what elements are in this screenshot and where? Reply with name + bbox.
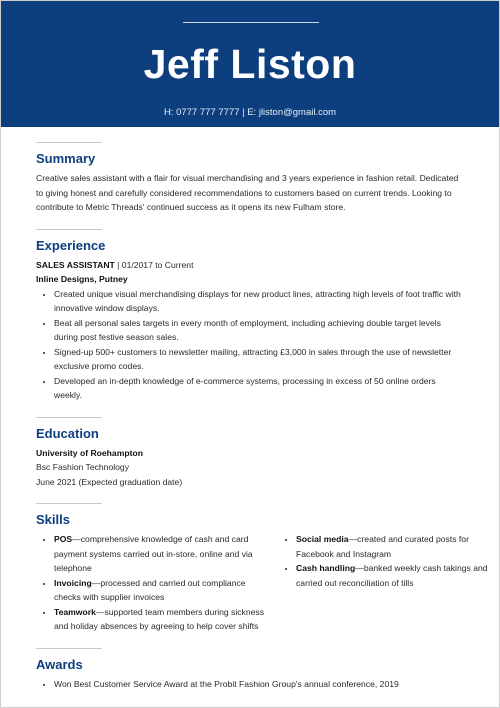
- header-divider: [183, 22, 319, 23]
- awards-section: [36, 648, 466, 692]
- list-item: • Signed-up 500+ customers to newsletter mailing, attracting £3,000 in sales through the use of newsletter exclusive promo codes.: [54, 345, 466, 374]
- resume-header: [1, 1, 499, 127]
- education-degree: Bsc Fashion Technology: [36, 462, 129, 472]
- list-item: [296, 561, 500, 590]
- skills-list-left: [36, 532, 266, 634]
- summary-section: [36, 142, 466, 215]
- list-item: • Developed an in-depth knowledge of e-commerce systems, processing in excess of 50 online orders weekly.: [54, 374, 466, 403]
- skill-name: Cash handling: [296, 563, 356, 573]
- candidate-name: Jeff Liston: [143, 41, 357, 87]
- awards-heading: Awards: [36, 656, 83, 672]
- summary-text: Creative sales assistant with a flair for visual merchandising and 3 years experience in fashion retail. Dedicated to giving honest and carefully considered recommendations to customers based on current trends. Looking to contribute to Metric Threads' continued success as it opens its new Fulham store.: [36, 173, 459, 212]
- contact-info: H: 0777 777 7777 | E: jliston@gmail.com: [163, 107, 337, 118]
- section-divider: [36, 229, 102, 230]
- awards-list: [36, 677, 466, 692]
- experience-section: [36, 229, 466, 403]
- skills-heading: Skills: [36, 512, 70, 527]
- skill-name: Invoicing: [54, 577, 92, 588]
- list-item: [296, 532, 500, 561]
- section-divider: [36, 503, 102, 504]
- job-company: Inline Designs, Putney: [36, 274, 128, 284]
- list-item: • Won Best Customer Service Award at the Probit Fashion Group's annual conference, 2019: [54, 677, 466, 692]
- skill-name: POS: [54, 534, 73, 544]
- education-school: University of Roehampton: [36, 447, 143, 458]
- list-item: [54, 532, 266, 576]
- skill-text: —created and curated posts for Facebook and Instagram: [296, 534, 469, 559]
- skill-text: —banked weekly cash takings and carried out reconciliation of tills: [296, 563, 488, 588]
- list-item: • Created unique visual merchandising displays for new product lines, attracting high levels of foot traffic with innovative window displays.: [54, 287, 466, 316]
- skill-text: —supported team members during sickness and holiday absences by agreeing to help cover shifts: [54, 606, 265, 631]
- experience-bullets: [36, 287, 466, 403]
- section-divider: [36, 417, 102, 418]
- skill-name: Teamwork: [54, 606, 96, 617]
- summary-heading: Summary: [36, 151, 96, 166]
- section-divider: [36, 648, 102, 649]
- job-title-line: [36, 258, 466, 273]
- skills-list-right: [266, 532, 500, 634]
- resume-body: [36, 142, 488, 691]
- list-item: • Beat all personal sales targets in every month of employment, including achieving double target levels during post festive season sales.: [54, 316, 466, 345]
- education-date: June 2021 (Expected graduation date): [36, 476, 183, 487]
- list-item: [54, 576, 266, 605]
- skill-name: Social media: [296, 534, 349, 544]
- education-section: [36, 417, 466, 490]
- experience-heading: Experience: [36, 237, 106, 253]
- job-dates: | 01/2017 to Current: [114, 259, 194, 270]
- section-divider: [36, 142, 102, 143]
- list-item: [54, 605, 266, 634]
- skill-text: —comprehensive knowledge of cash and card payment systems carried out in-store, online and via telephone: [54, 534, 253, 573]
- skill-text: —processed and carried out compliance checks with supplier invoices: [54, 577, 246, 602]
- education-heading: Education: [36, 425, 99, 441]
- skills-columns: [36, 532, 488, 634]
- job-role: SALES ASSISTANT: [36, 259, 115, 270]
- skills-section: [36, 503, 488, 634]
